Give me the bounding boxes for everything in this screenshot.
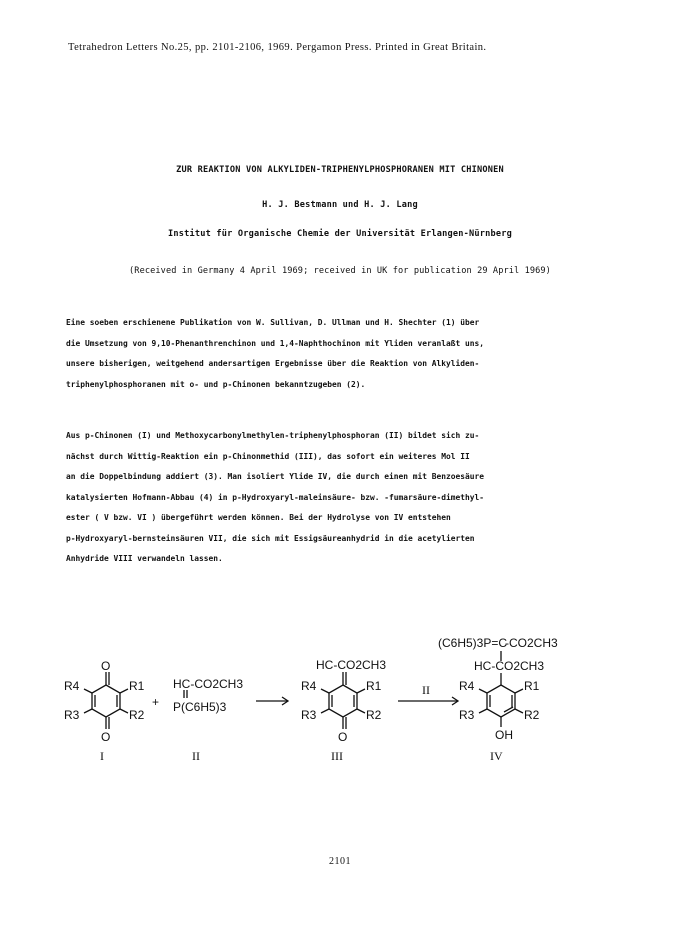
quinone-methide-ring-III xyxy=(321,672,365,729)
paragraph-line: ester ( V bzw. VI ) übergeführt werden können. Bei der Hydrolyse von IV entstehen xyxy=(66,513,451,522)
substituent-label: R3 xyxy=(459,708,475,722)
ylide-label: -CO2CH3 xyxy=(505,636,558,650)
page-number: 2101 xyxy=(329,856,351,867)
reaction-scheme xyxy=(60,628,620,773)
substituent-label: R1 xyxy=(129,679,145,693)
plus-sign: + xyxy=(152,695,160,709)
compound-label-IV: IV xyxy=(490,749,503,763)
substituent-label: HC-CO2CH3 xyxy=(316,658,387,672)
substituent-label: OH xyxy=(495,728,513,742)
paragraph-line: nächst durch Wittig-Reaktion ein p-Chinonmethid (III), das sofort ein weiteres Mol II xyxy=(66,451,470,461)
substituent-label: R1 xyxy=(524,679,540,693)
paragraph-2 xyxy=(66,426,618,570)
received-dates: (Received in Germany 4 April 1969; received in UK for publication 29 April 1969) xyxy=(129,266,551,276)
atom-label: O xyxy=(338,730,348,744)
paragraph-line: Anhydride VIII verwandeln lassen. xyxy=(66,554,223,563)
article-title: ZUR REAKTION VON ALKYLIDEN-TRIPHENYLPHOSPHORANEN MIT CHINONEN xyxy=(176,165,504,175)
reaction-arrow-2 xyxy=(398,697,458,705)
atom-label: O xyxy=(101,659,111,673)
substituent-label: R1 xyxy=(366,679,382,693)
substituent-label: R4 xyxy=(64,679,80,693)
paragraph-line: an die Doppelbindung addiert (3). Man isoliert Ylide IV, die durch einen mit Benzoesäure xyxy=(66,472,485,481)
authors: H. J. Bestmann und H. J. Lang xyxy=(262,200,418,210)
paragraph-line: katalysierten Hofmann-Abbau (4) in p-Hydroxyaryl-maleinsäure- bzw. -fumarsäure-dimethyl- xyxy=(66,492,485,502)
atom-label: O xyxy=(101,730,111,744)
substituent-label: R3 xyxy=(64,708,80,722)
paragraph-line: triphenylphosphoranen mit o- und p-Chinonen bekanntzugeben (2). xyxy=(66,379,366,389)
substituent-label: R3 xyxy=(301,708,317,722)
paragraph-line: unsere bisherigen, weitgehend andersartigen Ergebnisse über die Reaktion von Alkyliden- xyxy=(66,359,480,368)
substituent-label: R4 xyxy=(301,679,317,693)
compound-label-II: II xyxy=(192,749,200,763)
aryl-ring-IV xyxy=(479,685,523,727)
compound-label-I: I xyxy=(100,749,104,763)
substituent-label: R4 xyxy=(459,679,475,693)
paragraph-line: Aus p-Chinonen (I) und Methoxycarbonylmethylen-triphenylphosphoran (II) bildet sich zu- xyxy=(66,431,480,440)
paragraph-line: Eine soeben erschienene Publikation von W. Sullivan, D. Ullman und H. Shechter (1) über xyxy=(66,318,480,327)
institute: Institut für Organische Chemie der Universität Erlangen-Nürnberg xyxy=(168,229,512,239)
reagent-label: HC-CO2CH3 xyxy=(173,677,244,691)
quinone-ring-I xyxy=(84,672,128,729)
substituent-label: R2 xyxy=(129,708,145,722)
substituent-label: HC-CO2CH3 xyxy=(474,659,545,673)
arrow-reagent-label: II xyxy=(422,683,430,697)
paragraph-line: p-Hydroxyaryl-bernsteinsäuren VII, die sich mit Essigsäureanhydrid in die acetylierten xyxy=(66,533,475,543)
reaction-arrow-1 xyxy=(256,697,288,705)
ylide-label: (C6H5)3P=C xyxy=(438,636,508,650)
paragraph-line: die Umsetzung von 9,10-Phenanthrenchinon und 1,4-Naphthochinon mit Yliden veranlaßt uns, xyxy=(66,338,485,348)
compound-label-III: III xyxy=(331,749,343,763)
journal-header: Tetrahedron Letters No.25, pp. 2101-2106, 1969. Pergamon Press. Printed in Great Britain. xyxy=(68,42,487,53)
substituent-label: R2 xyxy=(524,708,540,722)
substituent-label: R2 xyxy=(366,708,382,722)
paragraph-1 xyxy=(66,313,618,395)
reagent-label: P(C6H5)3 xyxy=(173,700,227,714)
